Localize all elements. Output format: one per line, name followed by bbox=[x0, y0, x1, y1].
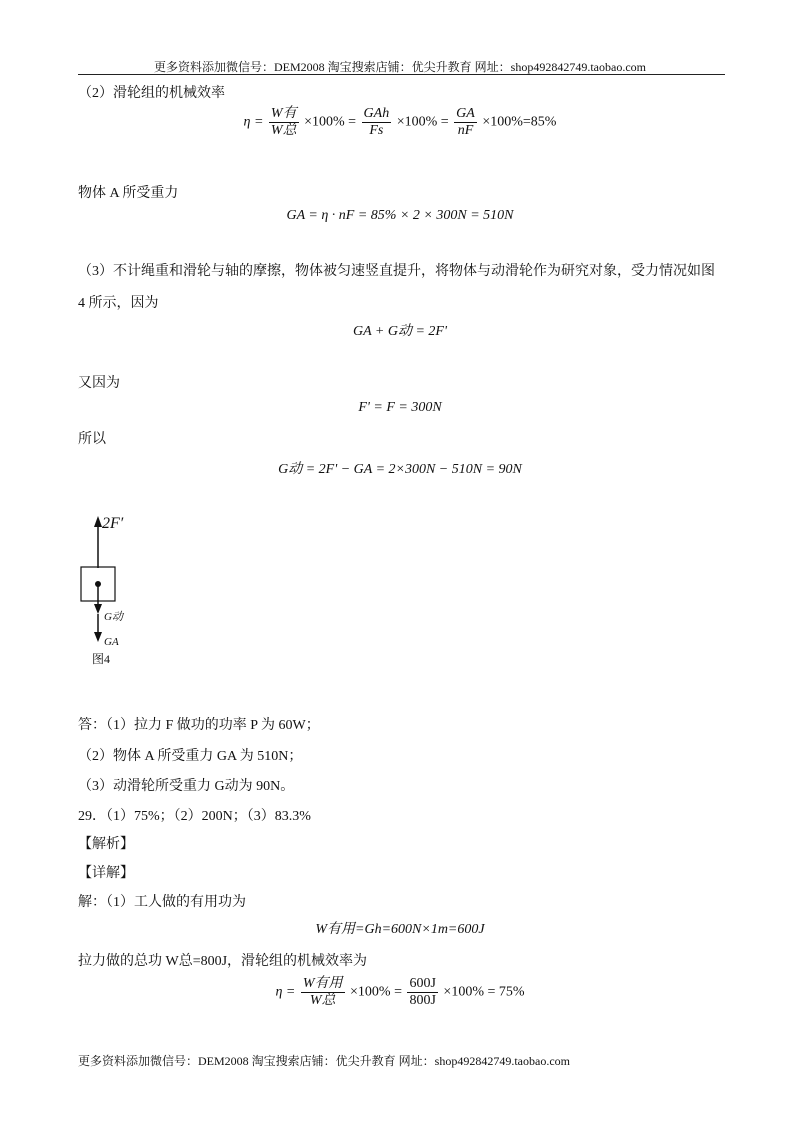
eta-mid-3: ×100%=85% bbox=[482, 114, 557, 130]
detail-heading: 【详解】 bbox=[78, 866, 134, 881]
label-g-dong: G动 bbox=[104, 611, 123, 623]
eta2-fraction-1: $\frac{\text{W有用}}{\text{W总}}$ bbox=[302, 976, 343, 1008]
eta2-lhs: η = bbox=[275, 984, 296, 1000]
eta-mid-1: ×100% = bbox=[304, 114, 357, 130]
eta2-fraction-2: $\frac{600J}{800J}$ bbox=[409, 976, 436, 1008]
also-text: 又因为 bbox=[78, 376, 120, 391]
upward-arrowhead bbox=[94, 516, 102, 527]
question-29-answer: 29．（1）75%；（2）200N；（3）83.3% bbox=[78, 809, 311, 824]
answer-line-3: （3）动滑轮所受重力 G动为 90N。 bbox=[78, 779, 295, 794]
g-dong-arrowhead bbox=[94, 604, 102, 614]
efficiency-equation bbox=[0, 106, 800, 139]
eta2-mid-1: ×100% = bbox=[350, 984, 402, 1000]
label-ga: GA bbox=[104, 636, 119, 648]
header-rule bbox=[78, 74, 725, 75]
g-dong-equation: G动 = 2F' − GA = 2×300N − 510N = 90N bbox=[278, 462, 522, 477]
section-2-title: （2）滑轮组的机械效率 bbox=[78, 86, 225, 101]
section-3-line-1: （3）不计绳重和滑轮与轴的摩擦，物体被匀速竖直提升，将物体与动滑轮作为研究对象，受力情况如图 bbox=[78, 264, 715, 279]
solution-line-2: 拉力做的总功 W总=800J，滑轮组的机械效率为 bbox=[78, 954, 368, 969]
page-header: 更多资料添加微信号：DEM2008 淘宝搜索店铺：优尖升教育 网址：shop492842749.taobao.com bbox=[154, 60, 646, 74]
figure-caption: 图4 bbox=[92, 652, 111, 666]
answer-line-2: （2）物体 A 所受重力 GA 为 510N； bbox=[78, 749, 303, 764]
useful-work-equation: W有用=Gh=600N×1m=600J bbox=[315, 922, 485, 937]
answer-line-1: 答：（1）拉力 F 做功的功率 P 为 60W； bbox=[78, 718, 320, 733]
force-equation: F' = F = 300N bbox=[358, 400, 442, 415]
ga-arrowhead bbox=[94, 632, 102, 642]
weight-text: 物体 A 所受重力 bbox=[78, 186, 179, 201]
eta-fraction-3: $\frac{GA}{nF}$ bbox=[456, 106, 475, 138]
balance-equation: GA + G动 = 2F' bbox=[353, 324, 447, 339]
eta-fraction-1: $\frac{\text{W有}}{\text{W总}}$ bbox=[270, 106, 297, 138]
eta-lhs: η = bbox=[243, 114, 264, 130]
section-3-line-2: 4 所示，因为 bbox=[78, 296, 159, 311]
solution-line-1: 解：（1）工人做的有用功为 bbox=[78, 895, 246, 910]
eta2-mid-2: ×100% = 75% bbox=[443, 984, 525, 1000]
analysis-heading: 【解析】 bbox=[78, 837, 134, 852]
so-text: 所以 bbox=[78, 432, 106, 447]
eta-mid-2: ×100% = bbox=[396, 114, 449, 130]
ga-equation: GA = η · nF = 85% × 2 × 300N = 510N bbox=[286, 208, 514, 223]
force-diagram bbox=[70, 510, 190, 670]
label-2f: 2F′ bbox=[102, 515, 124, 532]
eta-fraction-2: $\frac{\text{GAh}}{Fs}$ bbox=[363, 106, 390, 138]
page-footer: 更多资料添加微信号：DEM2008 淘宝搜索店铺：优尖升教育 网址：shop492842749.taobao.com bbox=[78, 1054, 570, 1068]
efficiency-equation-2 bbox=[0, 976, 800, 1009]
